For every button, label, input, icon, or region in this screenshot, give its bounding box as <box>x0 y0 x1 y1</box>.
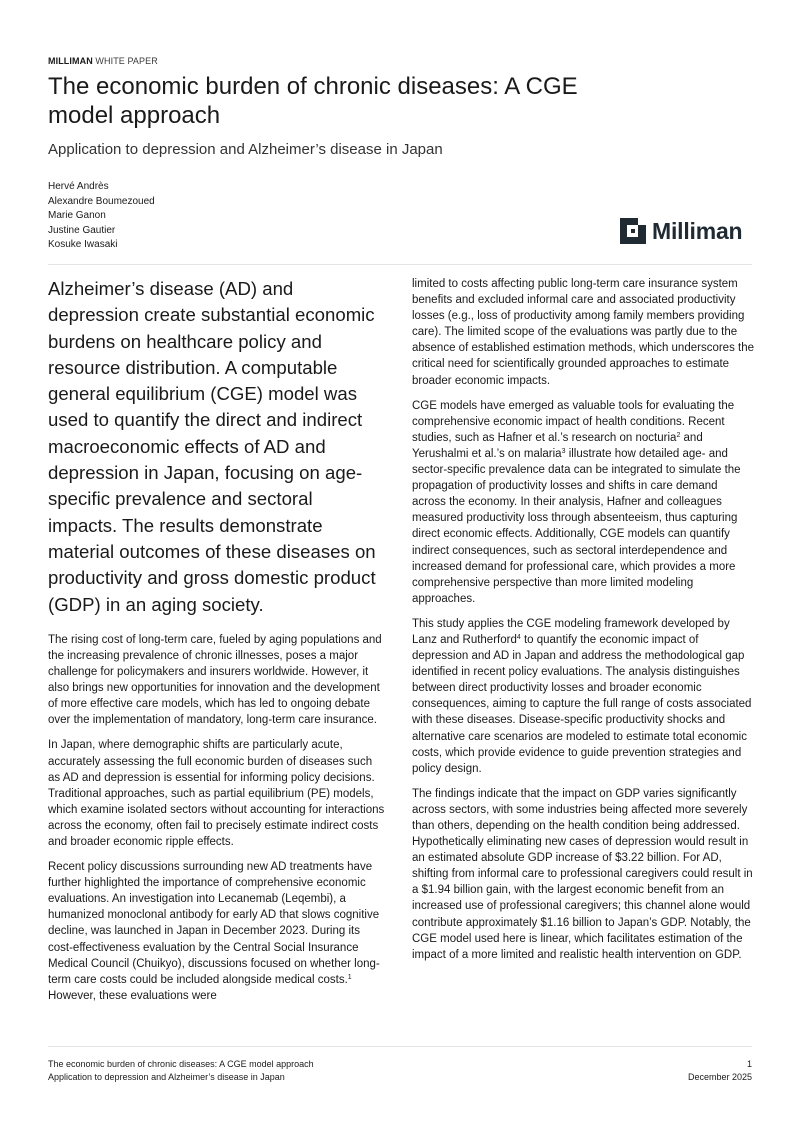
series-kind: WHITE PAPER <box>95 56 158 66</box>
author: Hervé Andrès <box>48 181 109 192</box>
footnote-ref: 1 <box>347 973 352 981</box>
body-paragraph: Recent policy discussions surrounding new AD treatments have further highlighted the importance of comprehensive economic evaluations. An investigation into Lecanemab (Leqembi), a humanized monoclonal antibody for early AD that slows cognitive decline, was launched in Japan in December 2023. During its cost-effectiveness evaluation by the Central Social Insurance Medical Council (Chuikyo), discussions focused on whether long-term care costs could be included alongside medical costs.$^1$ However, these evaluations were <box>48 861 380 1002</box>
page-number: 1 <box>746 1059 752 1069</box>
author: Alexandre Boumezoued <box>48 195 155 207</box>
footer-right <box>688 1058 752 1083</box>
author-list <box>48 180 155 253</box>
body-paragraph: This study applies the CGE modeling framework developed by Lanz and Rutherford$^4$ to quantify the economic impact of depression and AD in Japan and address the methodological gap identified in recent policy evaluations. The analysis distinguishes between direct productivity losses and broader economic consequences, aiming to capture the full range of costs associated with these diseases. Disease-specific productivity shocks and alternative care scenarios are modeled to estimate total economic costs, which provide evidence to guide prevention strategies and policy design. <box>412 617 752 775</box>
milliman-logo-icon <box>620 218 646 244</box>
series-brand: MILLIMAN <box>48 56 93 66</box>
author: Marie Ganon <box>48 210 106 221</box>
header-divider <box>48 264 752 265</box>
document-subtitle: Application to depression and Alzheimer’s disease in Japan <box>48 141 443 158</box>
logo-wordmark: Milliman <box>652 218 743 244</box>
lead-paragraph: Alzheimer’s disease (AD) and depression create substantial economic burdens on healthcare policy and resource distribution. A computable general equilibrium (CGE) model was used to quantify the direct and indirect macroeconomic effects of AD and depression in Japan, focusing on age-specific prevalence and sectoral impacts. The results demonstrate material outcomes of these diseases on productivity and gross domestic product (GDP) in an aging society. <box>48 278 376 615</box>
series-label <box>48 56 158 66</box>
footer-left <box>48 1058 314 1083</box>
footer-title: The economic burden of chronic diseases: A CGE model approach <box>48 1059 314 1069</box>
right-column <box>412 276 754 972</box>
footnote-ref: 2 <box>676 431 681 439</box>
footnote-ref: 3 <box>561 447 566 455</box>
body-paragraph: In Japan, where demographic shifts are particularly acute, accurately assessing the full economic burden of diseases such as AD and depression is essential for informing policy decisions. Traditional approaches, such as partial equilibrium (PE) models, which examine isolated sectors without accounting for interactions across the economy, often fail to precisely estimate indirect costs and broader economic ripple effects. <box>48 739 385 848</box>
footer-subtitle: Application to depression and Alzheimer’s disease in Japan <box>48 1071 285 1082</box>
document-title: The economic burden of chronic diseases: A CGE model approach <box>48 73 578 129</box>
body-paragraph: The rising cost of long-term care, fueled by aging populations and the increasing prevalence of chronic illnesses, poses a major challenge for policymakers and insurers worldwide. However, it also brings new opportunities for innovation and the development of more effective care models, which has led to ongoing debate over the implementation of mandatory, long-term care insurance. <box>48 633 382 727</box>
left-column <box>48 276 386 1013</box>
body-paragraph: CGE models have emerged as valuable tools for evaluating the comprehensive economic impact of health conditions. Recent studies, such as Hafner et al.’s research on nocturia$^2$ and Yerushalmi et al.’s on malaria$^3$ illustrate how detailed age- and sector-specific prevalence data can be integrated to simulate the propagation of productivity losses and shifts in care demand across the economy. In their analysis, Hafner and colleagues measured productivity loss through absenteeism, thus capturing direct economic effects. Additionally, CGE models can quantify indirect consequences, such as sectoral interdependence and increased demand for professional care, which provides a more comprehensive perspective than more limited modeling approaches. <box>412 399 741 605</box>
milliman-logo <box>620 216 742 246</box>
author: Kosuke Iwasaki <box>48 239 118 250</box>
author: Justine Gautier <box>48 224 116 236</box>
body-paragraph: limited to costs affecting public long-term care insurance system benefits and excluded informal care and associated productivity losses (e.g., loss of productivity among family members providing care). The limited scope of the evaluations was partly due to the absence of established estimation methods, which underscores the critical need for scientifically grounded approaches to estimate broader economic impacts. <box>412 278 755 387</box>
footer-date: December 2025 <box>687 1071 752 1082</box>
footnote-ref: 4 <box>516 633 521 641</box>
body-paragraph: The findings indicate that the impact on GDP varies significantly across sectors, with some industries being affected more severely than others, depending on the health condition being addressed. Hypothetically eliminating new cases of depression would result in an estimated absolute GDP increase of $3.22 billion. For AD, shifting from informal care to professional caregivers could result in a $1.94 billion gain, with the largest economic benefit from an increased use of professional caregivers; this channel alone would contribute approximately $1.16 billion to Japan’s GDP. Notably, the CGE model used here is linear, which facilitates estimation of the impact of a more limited and realistic health intervention on GDP. <box>412 787 753 961</box>
footer-divider <box>48 1046 752 1047</box>
